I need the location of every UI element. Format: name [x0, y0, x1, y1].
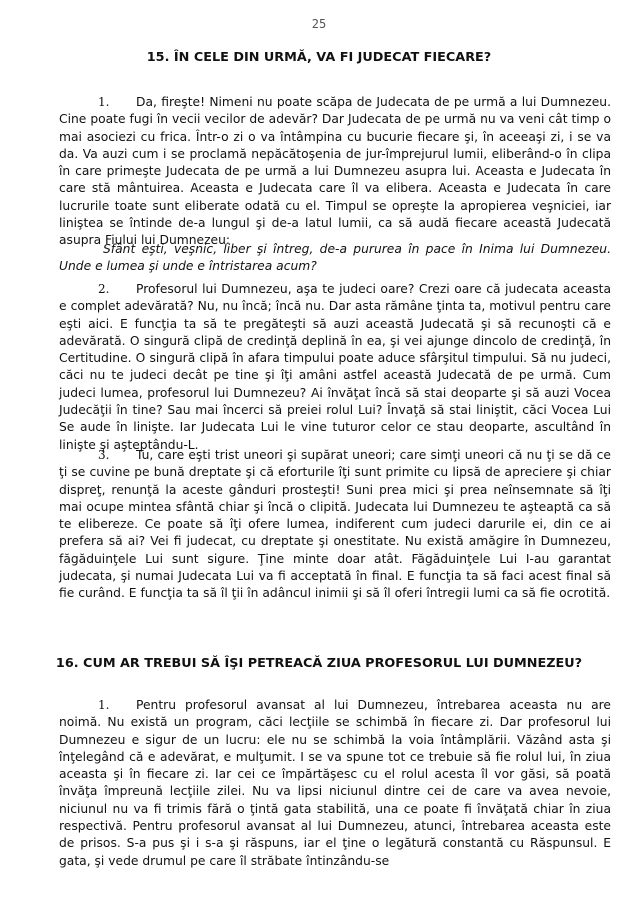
section-15-paragraph-3: [59, 447, 611, 603]
paragraph-text: Profesorul lui Dumnezeu, aşa te judeci oare? Crezi oare că judecata aceasta e complet adevărată? Nu, nu încă; încă nu. Dar asta rămâne ţinta ta, motivul pentru care eşti aici. E funcţia ta să te pregăteşti să auzi această Judecată şi să recunoşti că e adevărată. O singură clipă de credinţă deplină în ea, şi vei ajunge dincolo de credinţă, în Certitudine. O singură clipă în afara timpului poate aduce sfârşitul timpului. Să nu judeci, căci nu te judeci decât pe tine şi îţi amâni astfel această Judecată de pe urmă. Cum judeci lumea, profesorul lui Dumnezeu? Ai învăţat încă să stai deoparte şi să auzi Vocea Judecăţii în tine? Sau mai încerci să preiei rolul Lui? Învaţă să stai liniştit, căci Vocea Lui Se aude în linişte. Iar Judecata Lui le vine tuturor celor ce stau deoparte, ascultând în linişte şi aşteptându-L.: [59, 282, 611, 452]
section-16-paragraph-1: [59, 697, 611, 870]
section-15-heading: 15. ÎN CELE DIN URMĂ, VA FI JUDECAT FIECARE?: [146, 50, 492, 65]
paragraph-number: 2.: [98, 282, 110, 296]
section-16-heading: 16. CUM AR TREBUI SĂ ÎŞI PETREACĂ ZIUA PROFESORUL LUI DUMNEZEU?: [55, 656, 583, 671]
paragraph-number: 3.: [98, 448, 110, 462]
paragraph-text: Da, fireşte! Nimeni nu poate scăpa de Judecata de pe urmă a lui Dumnezeu. Cine poate fugi în vecii vecilor de adevăr? Dar Judecata de pe urmă nu va veni cât timp o mai asociezi cu frica. Într-o zi o va întâmpina cu bucurie fiecare şi, în aceeaşi zi, i se va da. Va auzi cum i se proclamă nepăcătoşenia de jur-împrejurul lumii, eliberând-o în clipa în care primeşte Judecata de pe urmă a lui Dumnezeu asupra lui. Aceasta e Judecata în care stă mântuirea. Aceasta e Judecata care îl va elibera. Aceasta e Judecata în care lucrurile toate sunt eliberate odată cu el. Timpul se opreşte la apropierea veşniciei, iar liniştea se întinde de-a lungul şi de-a latul lumii, ca să audă fiecare această Judecată asupra Fiului lui Dumnezeu:: [59, 95, 611, 248]
section-15-paragraph-1: [59, 94, 611, 250]
page-number: 25: [311, 17, 327, 31]
paragraph-number: 1.: [98, 95, 110, 109]
section-15-quote: Sfânt eşti, veşnic, liber şi întreg, de-a pururea în pace în Inima lui Dumnezeu. Unde e lumea şi unde e întristarea acum?: [59, 242, 611, 274]
paragraph-number: 1.: [98, 698, 110, 712]
section-15-paragraph-2: [59, 281, 611, 454]
paragraph-text: Tu, care eşti trist uneori şi supărat uneori; care simţi uneori că nu ţi se dă ce ţi se cuvine pe bună dreptate şi că eforturile îţi sunt primite cu lipsă de apreciere şi chiar dispreţ, renunţă la aceste gânduri prosteşti! Suni prea mici şi prea neînsemnate să îţi mai ocupe mintea sfântă chiar şi încă o clipită. Judecata lui Dumnezeu te aşteaptă ca să te elibereze. Ce poate să îţi ofere lumea, indiferent cum judeci darurile ei, din ce ai prefera să ai? Vei fi judecat, cu dreptate şi onestitate. Nu există amăgire în Dumnezeu, făgăduinţele Lui sunt sigure. Ţine minte doar atât. Făgăduinţele Lui I-au garantat judecata, şi numai Judecata Lui va fi acceptată în final. E funcţia ta să faci acest final să fie curând. E funcţia ta să îl ţii în adâncul inimii şi să îl oferi întregii lumi ca să fie ocrotită.: [59, 448, 611, 601]
paragraph-text: Pentru profesorul avansat al lui Dumnezeu, întrebarea aceasta nu are noimă. Nu există un program, căci lecţiile se schimbă în fiecare zi. Dar profesorul lui Dumnezeu e sigur de un lucru: ele nu se schimbă la voia întâmplării. Văzând asta şi înţelegând că e adevărat, e mulţumit. I se va spune tot ce trebuie să fie rolul lui, în ziua aceasta şi în fiecare zi. Iar cei ce împărtăşesc cu el rolul acesta îl vor găsi, să poată învăţa împreună lecţiile zilei. Nu va lipsi niciunul dintre cei de care va avea nevoie, niciunul nu va fi trimis fără o ţintă gata stabilită, una ce poate fi învăţată chiar în ziua respectivă. Pentru profesorul avansat al lui Dumnezeu, atunci, întrebarea aceasta este de prisos. S-a pus şi i s-a şi răspuns, iar el ţine o legătură constantă cu Răspunsul. E gata, şi vede drumul pe care îl străbate întinzându-se: [59, 698, 611, 868]
